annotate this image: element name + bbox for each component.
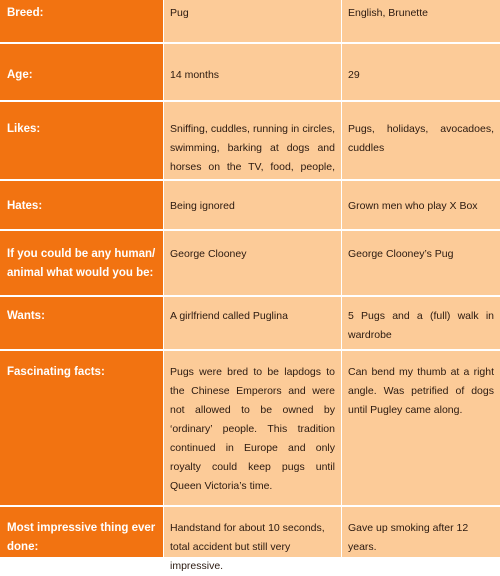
row-label-breed: Breed: xyxy=(0,0,163,42)
pug-facts-value: Pugs were bred to be lapdogs to the Chinese Emperors and were not allowed to be owned by ‘ordinary’ people. This tradition continued in Europe and only royalty could keep pugs until Queen Victoria’s time. xyxy=(164,351,341,505)
owner-wants-value: 5 Pugs and a (full) walk in wardrobe xyxy=(342,297,500,349)
pug-most-impressive-value: Handstand for about 10 seconds, total accident but still very impressive. xyxy=(164,507,341,557)
owner-age-value: 29 xyxy=(342,44,500,100)
pug-wants-value: A girlfriend called Puglina xyxy=(164,297,341,349)
row-label-facts: Fascinating facts: xyxy=(0,351,163,505)
pug-hates-value: Being ignored xyxy=(164,181,341,229)
owner-facts-value: Can bend my thumb at a right angle. Was petrified of dogs until Pugley came along. xyxy=(342,351,500,505)
row-label-likes: Likes: xyxy=(0,102,163,179)
row-label-most-impressive: Most impressive thing ever done: xyxy=(0,507,163,557)
pug-likes-value: Sniffing, cuddles, running in circles, swimming, barking at dogs and horses on the TV, food, people, xyxy=(164,102,341,179)
row-label-age: Age: xyxy=(0,44,163,100)
owner-hates-value: Grown men who play X Box xyxy=(342,181,500,229)
owner-be-anything-value: George Clooney’s Pug xyxy=(342,231,500,295)
owner-likes-value: Pugs, holidays, avocadoes, cuddles xyxy=(342,102,500,179)
pug-be-anything-value: George Clooney xyxy=(164,231,341,295)
owner-breed-value: English, Brunette xyxy=(342,0,500,42)
row-label-wants: Wants: xyxy=(0,297,163,349)
pug-breed-value: Pug xyxy=(164,0,341,42)
pug-age-value: 14 months xyxy=(164,44,341,100)
owner-most-impressive-value: Gave up smoking after 12 years. xyxy=(342,507,500,557)
row-label-hates: Hates: xyxy=(0,181,163,229)
row-label-be-anything: If you could be any human/ animal what would you be: xyxy=(0,231,163,295)
